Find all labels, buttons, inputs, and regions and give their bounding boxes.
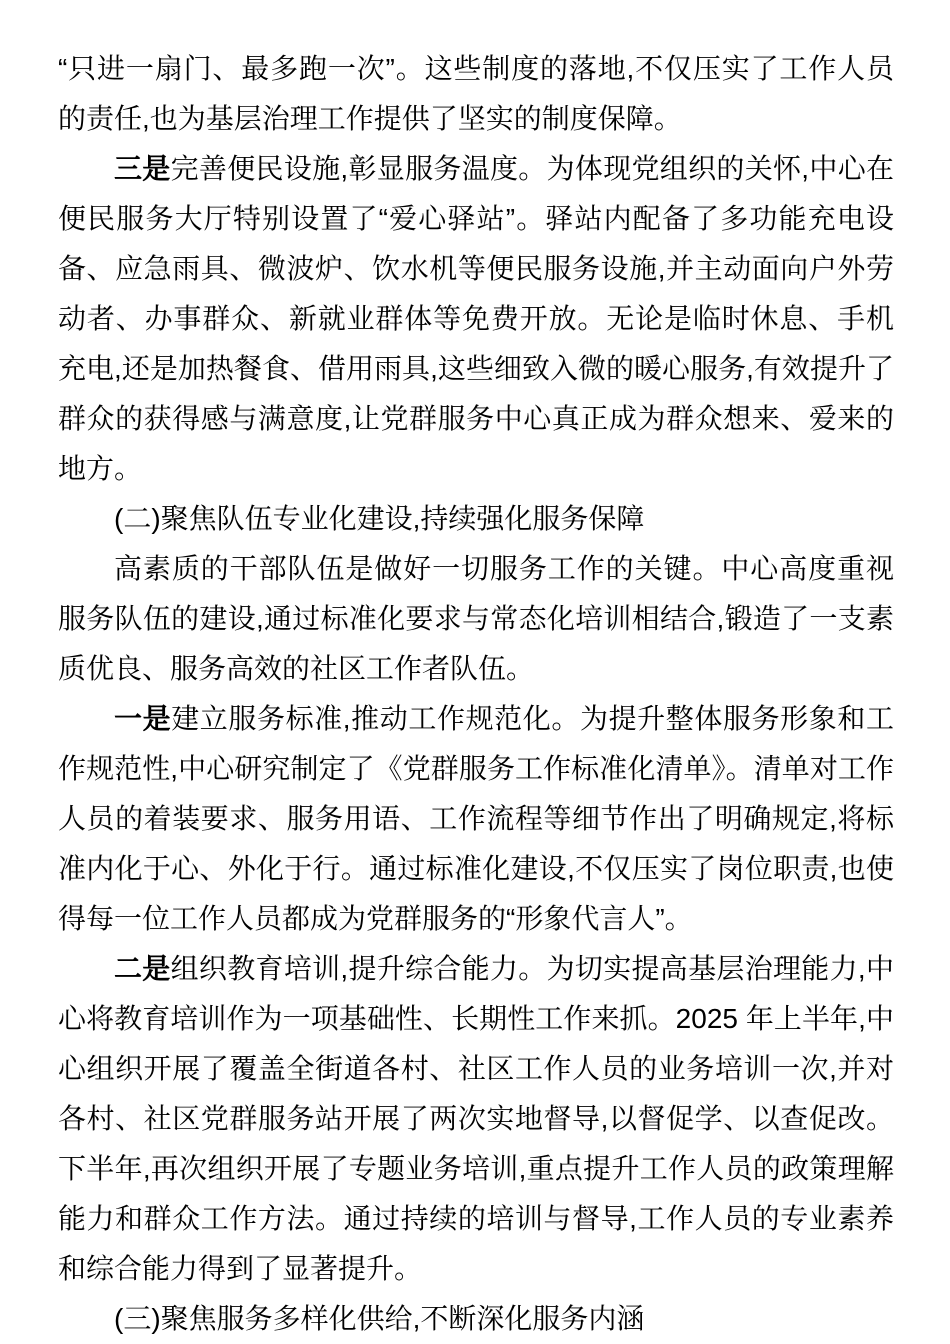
text-run: “只进一扇门、最多跑一次”。这些制度的落地,不仅压实了工作人员的责任,也为基层治理工作提供了坚实的制度保障。 [58, 53, 894, 134]
text-run: (三)聚焦服务多样化供给,不断深化服务内涵 [114, 1303, 645, 1334]
body-paragraph [58, 544, 894, 694]
text-run: 高素质的干部队伍是做好一切服务工作的关键。中心高度重视服务队伍的建设,通过标准化要求与常态化培训相结合,锻造了一支素质优良、服务高效的社区工作者队伍。 [58, 553, 894, 684]
text-run: 建立服务标准,推动工作规范化。为提升整体服务形象和工作规范性,中心研究制定了《党群服务工作标准化清单》。清单对工作人员的着装要求、服务用语、工作流程等细节作出了明确规定,将标准内化于心、外化于行。通过标准化建设,不仅压实了岗位职责,也使得每一位工作人员都成为党群服务的“形象代言人”。 [58, 703, 894, 934]
body-paragraph [58, 944, 894, 1294]
bold-lead-in: 一是 [114, 703, 172, 734]
bold-lead-in: 三是 [114, 153, 171, 184]
section-heading [58, 494, 894, 544]
document-text-body [58, 44, 894, 1344]
text-run: 组织教育培训,提升综合能力。为切实提高基层治理能力,中心将教育培训作为一项基础性、长期性工作来抓。2025 年上半年,中心组织开展了覆盖全街道各村、社区工作人员的业务培训一次,并对各村、社区党群服务站开展了两次实地督导,以督促学、以查促改。下半年,再次组织开展了专题业务培训,重点提升工作人员的政策理解能力和群众工作方法。通过持续的培训与督导,工作人员的专业素养和综合能力得到了显著提升。 [58, 953, 894, 1284]
text-run: 完善便民设施,彰显服务温度。为体现党组织的关怀,中心在便民服务大厅特别设置了“爱心驿站”。驿站内配备了多功能充电设备、应急雨具、微波炉、饮水机等便民服务设施,并主动面向户外劳动者、办事群众、新就业群体等免费开放。无论是临时休息、手机充电,还是加热餐食、借用雨具,这些细致入微的暖心服务,有效提升了群众的获得感与满意度,让党群服务中心真正成为群众想来、爱来的地方。 [58, 153, 894, 484]
section-heading [58, 1294, 894, 1344]
body-paragraph [58, 144, 894, 494]
body-paragraph [58, 44, 894, 144]
bold-lead-in: 二是 [114, 953, 171, 984]
body-paragraph [58, 694, 894, 944]
text-run: (二)聚焦队伍专业化建设,持续强化服务保障 [114, 503, 645, 534]
